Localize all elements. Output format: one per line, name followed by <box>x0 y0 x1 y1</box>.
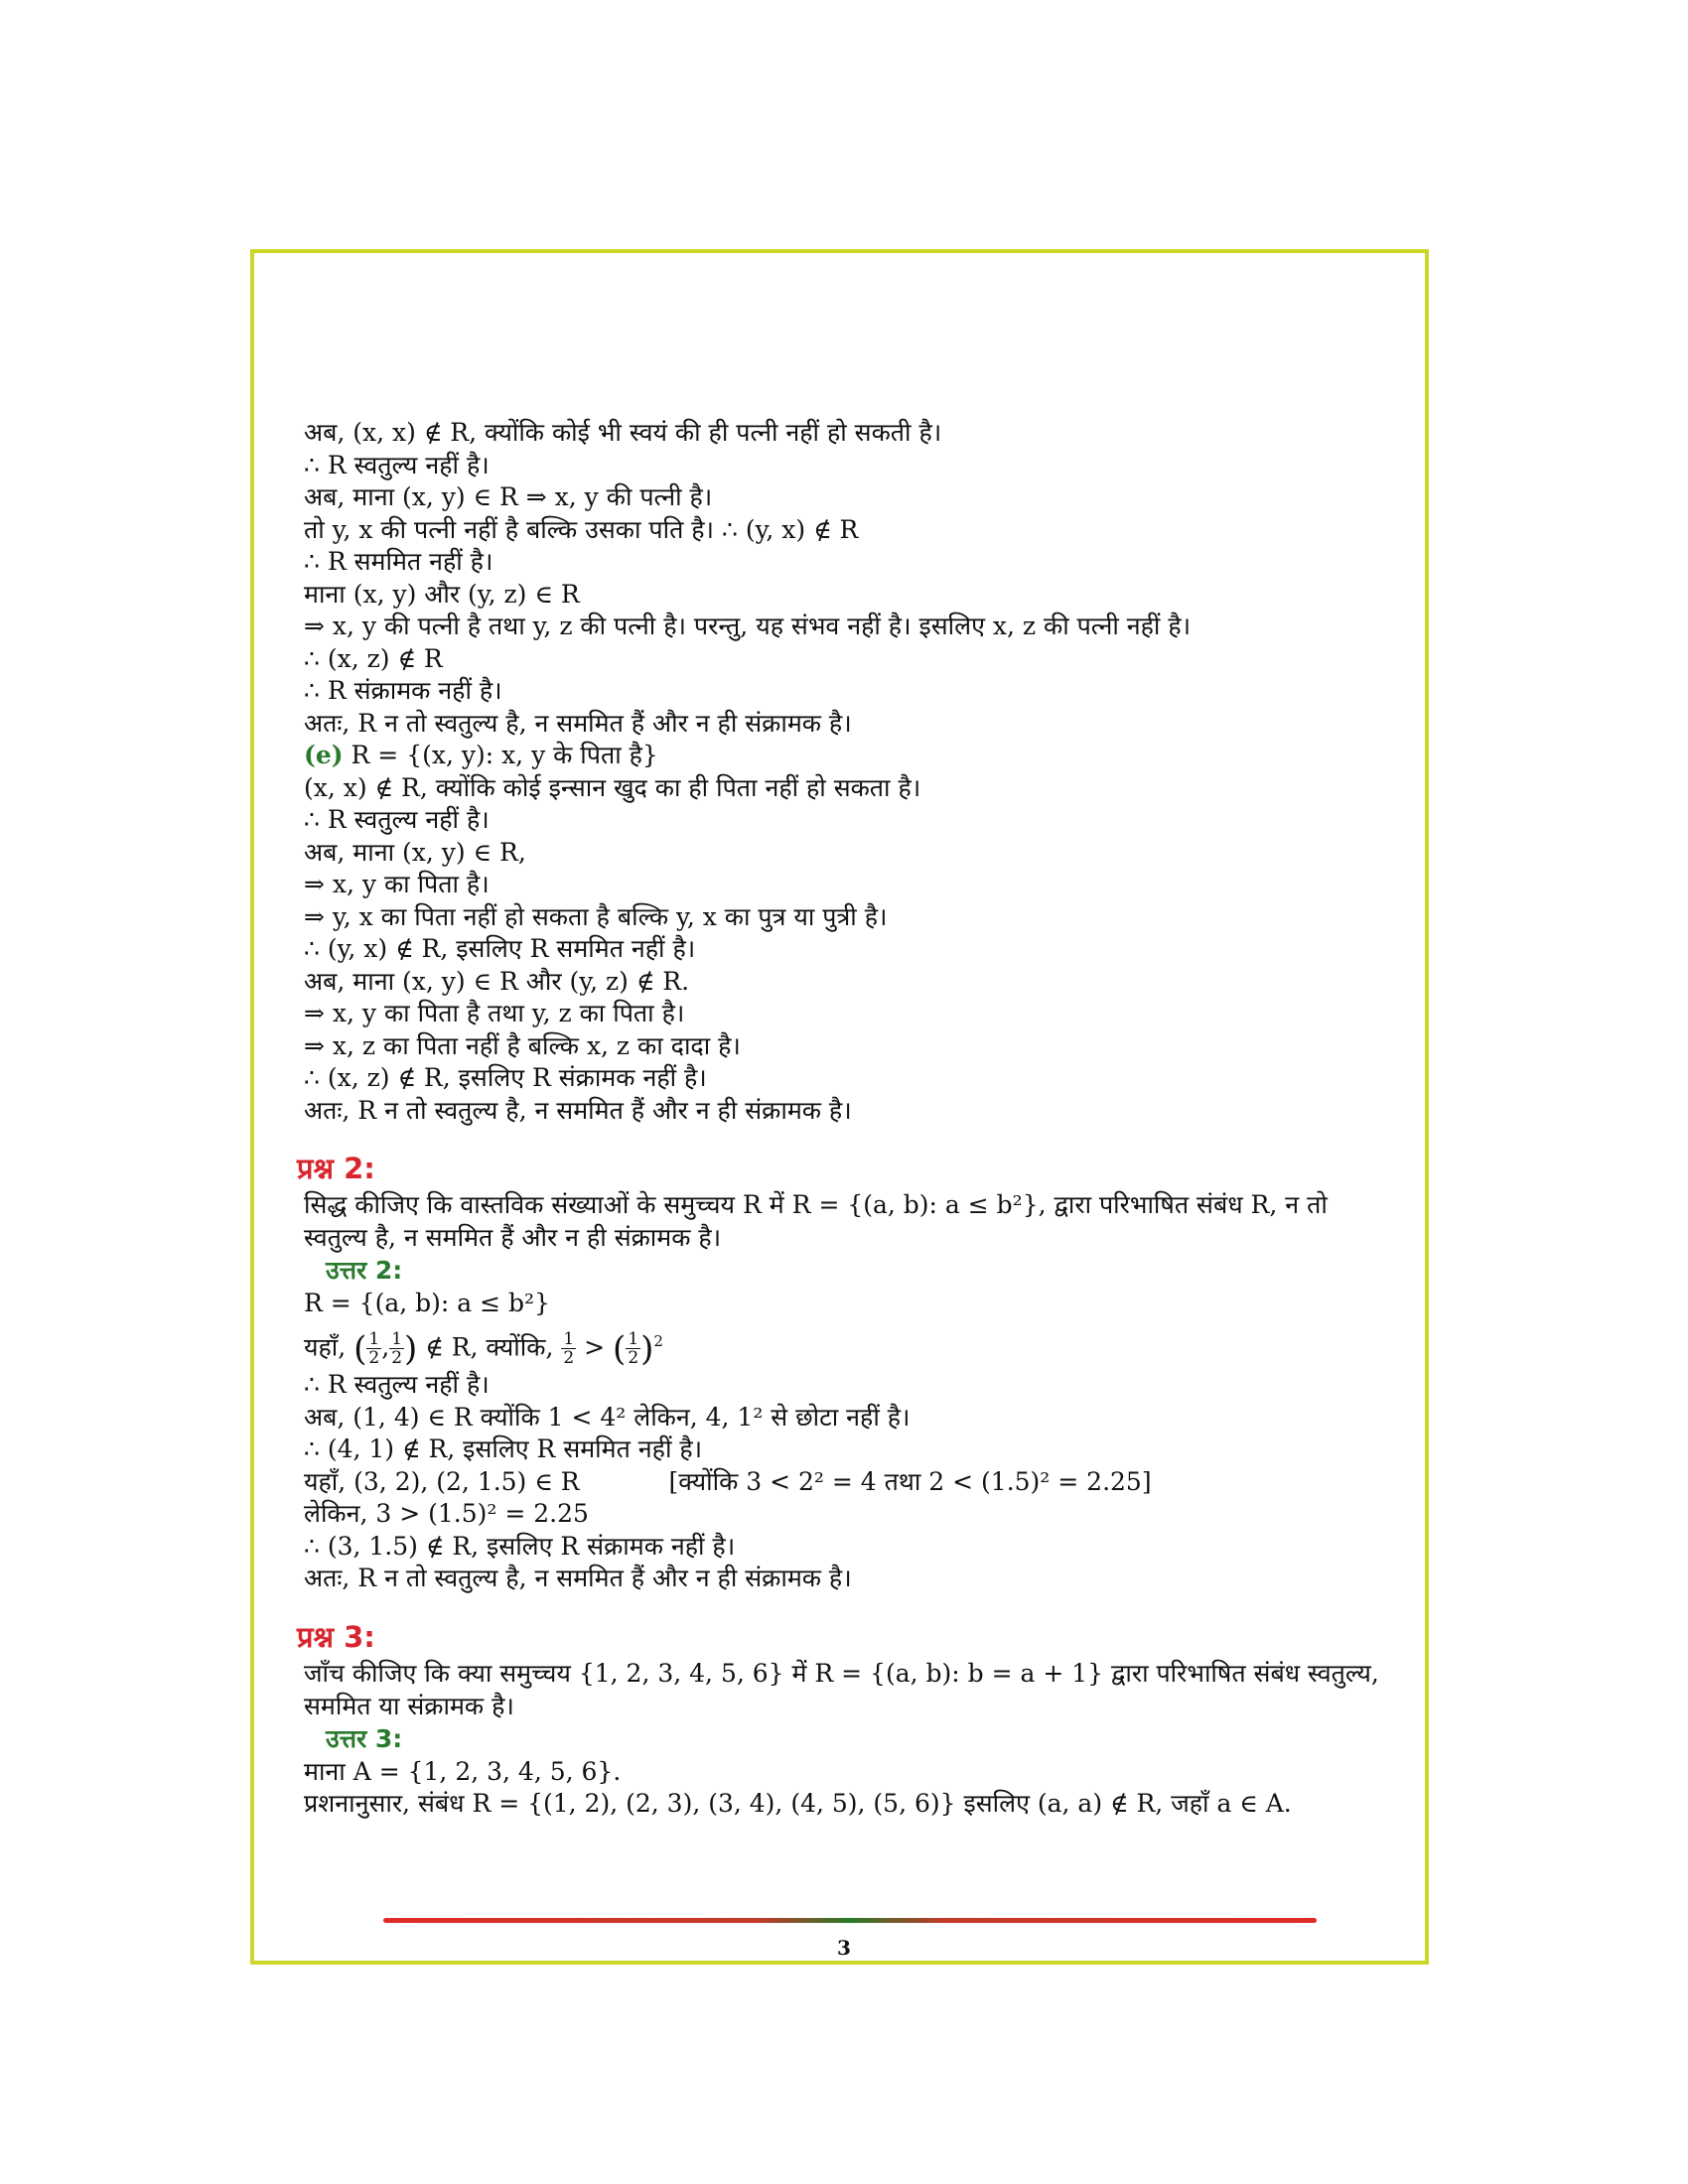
page-content <box>297 417 1406 1821</box>
text-line: तो y, x की पत्नी नहीं है बल्कि उसका पति है। ∴ (y, x) ∉ R <box>304 514 859 544</box>
not-in-r-because: ∉ R, क्योंकि, <box>425 1331 554 1361</box>
text-line: ∴ R स्वतुल्य नहीं है। <box>304 450 490 479</box>
text-line: अब, (x, x) ∉ R, क्योंकि कोई भी स्वयं की ही पत्नी नहीं हो सकती है। <box>304 418 942 447</box>
text-line: अतः, R न तो स्वतुल्य है, न सममित हैं और न ही संक्रामक है। <box>304 708 852 738</box>
square-exponent: 2 <box>653 1331 663 1350</box>
page-number: 3 <box>837 1936 851 1960</box>
text-line: ⇒ x, z का पिता नहीं है बल्कि x, z का दादा है। <box>304 1030 741 1060</box>
text-line: लेकिन, 3 > (1.5)² = 2.25 <box>304 1499 589 1529</box>
text-line: अतः, R न तो स्वतुल्य है, न सममित हैं और न ही संक्रामक है। <box>304 1095 852 1125</box>
question-3 <box>297 1617 1406 1821</box>
part-e-heading <box>304 740 1406 772</box>
block-father-relation <box>304 772 1406 1128</box>
text-line: ∴ (x, z) ∉ R <box>304 643 443 673</box>
because-note: [क्योंकि 3 < 2² = 4 तथा 2 < (1.5)² = 2.25] <box>668 1466 1152 1496</box>
text-line: प्रशनानुसार, संबंध R = {(1, 2), (2, 3), (3, 4), (4, 5), (5, 6)} इसलिए (a, a) ∉ R, जहाँ a ∈ A. <box>304 1789 1292 1819</box>
text-line: ∴ (3, 1.5) ∉ R, इसलिए R संक्रामक नहीं है। <box>304 1531 736 1561</box>
here-pairs: यहाँ, (3, 2), (2, 1.5) ∈ R <box>304 1466 580 1496</box>
footer-divider <box>383 1918 1317 1923</box>
text-line: ∴ (4, 1) ∉ R, इसलिए R सममित नहीं है। <box>304 1434 703 1464</box>
text-line: ⇒ x, y का पिता है तथा y, z का पिता है। <box>304 999 685 1027</box>
greater-than: > <box>584 1331 606 1361</box>
fraction-half: $\frac{1}{2}$ <box>368 1328 380 1368</box>
text-line: (x, x) ∉ R, क्योंकि कोई इन्सान खुद का ही पिता नहीं हो सकता है। <box>304 772 921 802</box>
text-line: ⇒ x, y का पिता है। <box>304 870 490 898</box>
text-line: ∴ R स्वतुल्य नहीं है। <box>304 1370 490 1400</box>
question-2 <box>297 1149 1406 1595</box>
text-line: अतः, R न तो स्वतुल्य है, न सममित हैं और न ही संक्रामक है। <box>304 1564 852 1593</box>
question-3-text: जाँच कीजिए कि क्या समुच्चय {1, 2, 3, 4, 5, 6} में R = {(a, b): b = a + 1} द्वारा परिभाषित संबंध स्वतुल्य, सममित या संक्रामक है। <box>304 1658 1379 1720</box>
question-2-text: सिद्ध कीजिए कि वास्तविक संख्याओं के समुच्चय R में R = {(a, b): a ≤ b²}, द्वारा परिभाषित संबंध R, न तो स्वतुल्य है, न सममित हैं और न ही संक्रामक है। <box>304 1190 1328 1252</box>
text-line: ∴ (x, z) ∉ R, इसलिए R संक्रामक नहीं है। <box>304 1063 707 1092</box>
text-line: ∴ R सममित नहीं है। <box>304 547 493 576</box>
text-line: ∴ R संक्रामक नहीं है। <box>304 676 502 705</box>
answer-3-title: उत्तर 3: <box>326 1723 403 1753</box>
text-line: अब, (1, 4) ∈ R क्योंकि 1 < 4² लेकिन, 4, 1² से छोटा नहीं है। <box>304 1402 911 1432</box>
fraction-half: $\frac{1}{2}$ <box>391 1328 403 1368</box>
transitive-example-line <box>304 1466 1406 1499</box>
question-2-title: प्रश्न 2: <box>297 1152 375 1185</box>
fraction-half: $\frac{1}{2}$ <box>563 1328 575 1368</box>
text-line: ⇒ x, y की पत्नी है तथा y, z की पत्नी है। परन्तु, यह संभव नहीं है। इसलिए x, z की पत्नी नहीं है। <box>304 612 1192 640</box>
text-line: अब, माना (x, y) ∈ R ⇒ x, y की पत्नी है। <box>304 482 713 511</box>
fraction-half: $\frac{1}{2}$ <box>628 1328 639 1368</box>
text-line: ⇒ y, x का पिता नहीं हो सकता है बल्कि y, x का पुत्र या पुत्री है। <box>304 901 888 931</box>
text-line: अब, माना (x, y) ∈ R और (y, z) ∉ R. <box>304 966 690 996</box>
text-line: ∴ R स्वतुल्य नहीं है। <box>304 805 490 834</box>
text-line: माना A = {1, 2, 3, 4, 5, 6}. <box>304 1756 622 1786</box>
counterexample-line: यहाँ, ( $\frac{1}{2}$ , $\frac{1}{2}$ ) ∉ R, क्योंकि, $\frac{1}{2}$ > ( $\frac{1}{2}$ )$^2$ <box>304 1328 663 1369</box>
part-e-definition: R = {(x, y): x, y के पिता है} <box>343 741 658 769</box>
text-line: ∴ (y, x) ∉ R, इसलिए R सममित नहीं है। <box>304 934 696 963</box>
question-3-title: प्रश्न 3: <box>297 1619 375 1654</box>
answer-2-title: उत्तर 2: <box>326 1256 403 1285</box>
text-line: माना (x, y) और (y, z) ∈ R <box>304 579 580 609</box>
part-e-label: (e) <box>304 741 344 769</box>
block-wife-relation <box>304 417 1406 740</box>
text-line: अब, माना (x, y) ∈ R, <box>304 837 526 867</box>
relation-definition: R = {(a, b): a ≤ b²} <box>304 1289 550 1317</box>
here-prefix: यहाँ, <box>304 1331 347 1361</box>
